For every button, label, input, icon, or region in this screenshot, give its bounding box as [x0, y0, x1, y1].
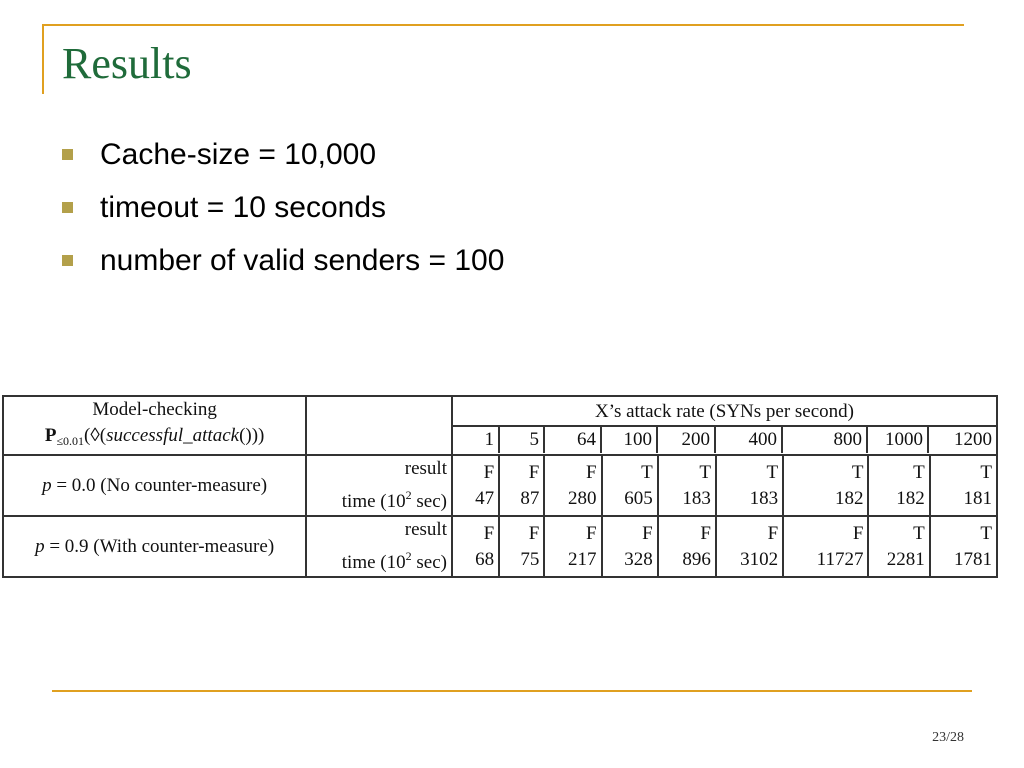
- time-value: 182: [896, 487, 925, 509]
- data-cell: [452, 455, 499, 516]
- rate-values: [453, 427, 996, 453]
- time-label-sup: 2: [405, 549, 412, 563]
- rate-cell: 1200: [953, 428, 992, 450]
- formula-close: ())): [239, 425, 265, 446]
- model-checking-header: [3, 396, 306, 455]
- table-row: [3, 455, 997, 516]
- slide-title: Results: [62, 39, 192, 88]
- data-cell: [716, 516, 783, 577]
- rate-cell: 800: [783, 427, 868, 453]
- row-label: [3, 455, 306, 516]
- data-cell: [868, 455, 929, 516]
- row-label-text: = 0.9 (With counter-measure): [44, 535, 275, 557]
- bottom-accent-line: [52, 690, 972, 692]
- result-value: T: [699, 461, 711, 483]
- formula: [8, 423, 301, 454]
- result-value: F: [483, 522, 495, 544]
- rate-cell: 64: [545, 427, 602, 453]
- rate-cell: 200: [658, 427, 716, 453]
- bullet-item: [62, 128, 504, 181]
- result-value: T: [980, 461, 992, 483]
- data-cell: [868, 516, 929, 577]
- time-value: 217: [568, 548, 597, 570]
- p-variable: p: [42, 474, 52, 496]
- result-value: T: [851, 461, 864, 483]
- time-value: 182: [834, 487, 864, 509]
- time-value: 328: [624, 548, 653, 570]
- data-cell: [658, 455, 716, 516]
- bullet-text: number of valid senders = 100: [100, 243, 505, 277]
- time-value: 47: [475, 487, 495, 509]
- time-label-post: sec): [411, 491, 447, 512]
- result-value: F: [700, 522, 711, 544]
- p-variable: p: [35, 535, 45, 557]
- data-cell: [452, 516, 499, 577]
- time-value: 280: [568, 487, 597, 509]
- rate-cell: 100: [602, 427, 658, 453]
- attack-rate-header: [452, 396, 997, 455]
- data-cell: [602, 455, 658, 516]
- result-value: F: [528, 461, 540, 483]
- time-label-post: sec): [411, 552, 447, 573]
- bullet-item: [62, 234, 504, 287]
- formula-subscript: ≤0.01: [56, 434, 85, 448]
- bullet-text: timeout = 10 seconds: [100, 190, 387, 224]
- rate-cell: 1000: [868, 427, 929, 453]
- result-value: T: [913, 522, 925, 544]
- data-cell: [783, 516, 868, 577]
- time-value: 183: [749, 487, 779, 509]
- square-bullet-icon: [62, 149, 73, 160]
- model-checking-label: Model-checking: [92, 399, 217, 420]
- time-value: 11727: [816, 548, 864, 570]
- result-value: F: [767, 522, 779, 544]
- result-value: F: [852, 522, 864, 544]
- data-cell: [658, 516, 716, 577]
- time-value: 1781: [954, 548, 992, 570]
- time-value: 68: [475, 548, 495, 570]
- rate-cell: 1: [453, 427, 500, 453]
- formula-p: P: [44, 425, 57, 446]
- row-metric-labels: [306, 516, 452, 577]
- data-cell: [716, 455, 783, 516]
- result-value: F: [528, 522, 540, 544]
- result-value: F: [585, 522, 597, 544]
- bullet-text: Cache-size = 10,000: [100, 137, 377, 171]
- data-cell: [499, 455, 544, 516]
- time-value: 181: [963, 487, 992, 509]
- bullet-list: [62, 128, 504, 287]
- left-accent-line: [42, 24, 44, 94]
- time-value: 87: [520, 487, 540, 509]
- data-cell: [499, 516, 544, 577]
- data-cell: [602, 516, 658, 577]
- attack-rate-label: X’s attack rate (SYNs per second): [453, 399, 996, 427]
- formula-italic: successful_attack: [106, 425, 240, 446]
- result-label: result: [404, 458, 447, 479]
- time-label-sup: 2: [405, 488, 412, 502]
- header-row: [3, 396, 997, 455]
- data-cell: [930, 455, 997, 516]
- result-value: T: [641, 461, 653, 483]
- page-number: 23/28: [932, 730, 964, 745]
- time-value: 3102: [740, 548, 779, 570]
- row-metric-labels: [306, 455, 452, 516]
- square-bullet-icon: [62, 202, 73, 213]
- results-table: [2, 395, 998, 578]
- time-value: 2281: [886, 548, 925, 570]
- time-label-pre: time (10: [341, 552, 406, 573]
- result-value: F: [585, 461, 597, 483]
- data-cell: [783, 455, 868, 516]
- formula-open: (◊(: [84, 425, 107, 446]
- data-cell: [544, 516, 601, 577]
- result-value: T: [766, 461, 779, 483]
- time-value: 75: [520, 548, 540, 570]
- row-label-text: = 0.0 (No counter-measure): [51, 474, 268, 496]
- table-row: [3, 516, 997, 577]
- result-label: result: [404, 519, 447, 540]
- time-value: 183: [682, 487, 711, 509]
- top-accent-line: [42, 24, 964, 26]
- bullet-item: [62, 181, 504, 234]
- time-label: [311, 482, 447, 515]
- result-value: T: [913, 461, 925, 483]
- rate-cell: 5: [500, 427, 545, 453]
- data-cell: [930, 516, 997, 577]
- data-cell: [544, 455, 601, 516]
- result-value: F: [483, 461, 495, 483]
- empty-header-cell: [306, 396, 452, 455]
- square-bullet-icon: [62, 255, 73, 266]
- rate-cell: 400: [716, 427, 783, 453]
- time-value: 896: [682, 548, 711, 570]
- result-value: T: [980, 522, 992, 544]
- time-label: [311, 543, 447, 576]
- result-value: F: [642, 522, 653, 544]
- time-value: 605: [624, 487, 653, 509]
- row-label: [3, 516, 306, 577]
- time-label-pre: time (10: [341, 491, 406, 512]
